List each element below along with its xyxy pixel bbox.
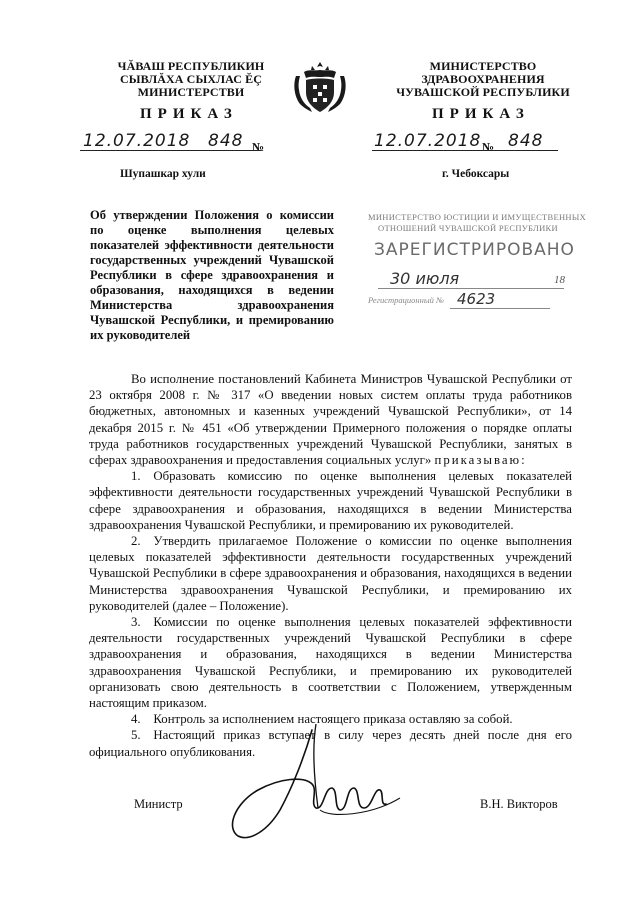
header-right-org bbox=[388, 60, 578, 99]
handwritten-signature bbox=[220, 718, 420, 848]
header-left-line: ЧĂВАШ РЕСПУБЛИКИН bbox=[117, 59, 265, 73]
document-body bbox=[89, 371, 572, 760]
stamp-registered: ЗАРЕГИСТРИРОВАНО bbox=[374, 240, 575, 260]
date-underline-left bbox=[80, 150, 261, 151]
order-date-right: 12.07.2018 bbox=[374, 131, 482, 151]
header-right-line: ЗДРАВООХРАНЕНИЯ bbox=[421, 72, 545, 86]
body-item-5: 5. Настоящий приказ вступает в силу через десять дней после дня его официального опубликования. bbox=[89, 728, 572, 759]
number-sign-left: № bbox=[252, 140, 265, 154]
order-title-right: ПРИКАЗ bbox=[432, 106, 530, 122]
registration-stamp bbox=[362, 212, 587, 318]
stamp-regno: 4623 bbox=[457, 290, 496, 308]
stamp-ministry-line1: МИНИСТЕРСТВО ЮСТИЦИИ И ИМУЩЕСТВЕННЫХ bbox=[368, 212, 587, 222]
city-right: г. Чебоксары bbox=[442, 168, 510, 180]
header-left-line: СЫВЛĂХА СЫХЛАС ĔÇ bbox=[119, 72, 263, 86]
document-title: Об утверждении Положения о комиссии по оценке выполнения целевых показателей эффективности деятельности государственных учреждений Чувашской Республики в сфере здравоохранения и образования, находящихся в ведении Министерства здравоохранения Чувашской Республики, и премированию их руководителей bbox=[90, 208, 334, 342]
stamp-ministry-line2: ОТНОШЕНИЙ ЧУВАШСКОЙ РЕСПУБЛИКИ bbox=[378, 223, 558, 233]
body-item-4: 4. Контроль за исполнением настоящего приказа оставляю за собой. bbox=[131, 712, 513, 727]
stamp-date-line bbox=[378, 288, 564, 289]
stamp-date: 30 июля bbox=[390, 269, 460, 288]
stamp-year: 18 bbox=[554, 274, 565, 286]
city-left: Шупашкар хули bbox=[120, 168, 206, 180]
signer-name: В.Н. Викторов bbox=[480, 797, 558, 811]
order-number-right: 848 bbox=[508, 131, 544, 151]
order-title-left: ПРИКАЗ bbox=[140, 106, 238, 122]
body-intro-decree: приказываю: bbox=[434, 453, 527, 468]
header-right-line: МИНИСТЕРСТВО bbox=[429, 59, 537, 73]
body-intro bbox=[89, 371, 572, 468]
body-intro-text: Во исполнение постановлений Кабинета Министров Чувашской Республики от 23 октября 2008 г. № 317 «О введении новых систем оплаты труда работников бюджетных, автономных и казенных учреждений Чувашской Республики», от 14 декабря 2015 г. № 451 «Об утверждении Примерного положения о порядке оплаты труда работников государственных учреждений Чувашской Республики, занятых в сферах здравоохранения и предоставления социальных услуг» bbox=[89, 372, 572, 468]
stamp-regno-line bbox=[450, 308, 550, 309]
date-underline-right bbox=[372, 150, 558, 151]
order-date-left: 12.07.2018 bbox=[83, 131, 191, 151]
header-right-line: ЧУВАШСКОЙ РЕСПУБЛИКИ bbox=[396, 85, 570, 99]
stamp-regno-label: Регистрационный № bbox=[368, 295, 444, 305]
coat-of-arms-icon bbox=[290, 58, 350, 116]
signer-position: Министр bbox=[134, 797, 183, 811]
order-number-left: 848 bbox=[208, 131, 244, 151]
body-item-3: 3. Комиссии по оценке выполнения целевых показателей эффективности деятельности государственных учреждений Чувашской Республики в сфере здравоохранения и образования, находящихся в ведении Министерства здравоохранения Чувашской Республики, и премированию их руководителей организовать свою деятельность в соответствии с Положением, утвержденным настоящим приказом. bbox=[89, 615, 572, 711]
body-item-2: 2. Утвердить прилагаемое Положение о комиссии по оценке выполнения целевых показателей эффективности деятельности государственных учреждений Чувашской Республики в сфере здравоохранения и образования, находящихся в ведении Министерства здравоохранения Чувашской Республики, и премированию их руководителей (далее – Положение). bbox=[89, 534, 572, 613]
header-left-org bbox=[96, 60, 286, 99]
body-item-1: 1. Образовать комиссию по оценке выполнения целевых показателей эффективности деятельности государственных учреждений Чувашской Республики в сфере здравоохранения и образования, находящихся в ведении Министерства здравоохранения Чувашской Республики, и премированию их руководителей. bbox=[89, 469, 572, 532]
number-sign-right: № bbox=[482, 140, 495, 154]
header-left-line: МИНИСТЕРСТВИ bbox=[137, 85, 245, 99]
